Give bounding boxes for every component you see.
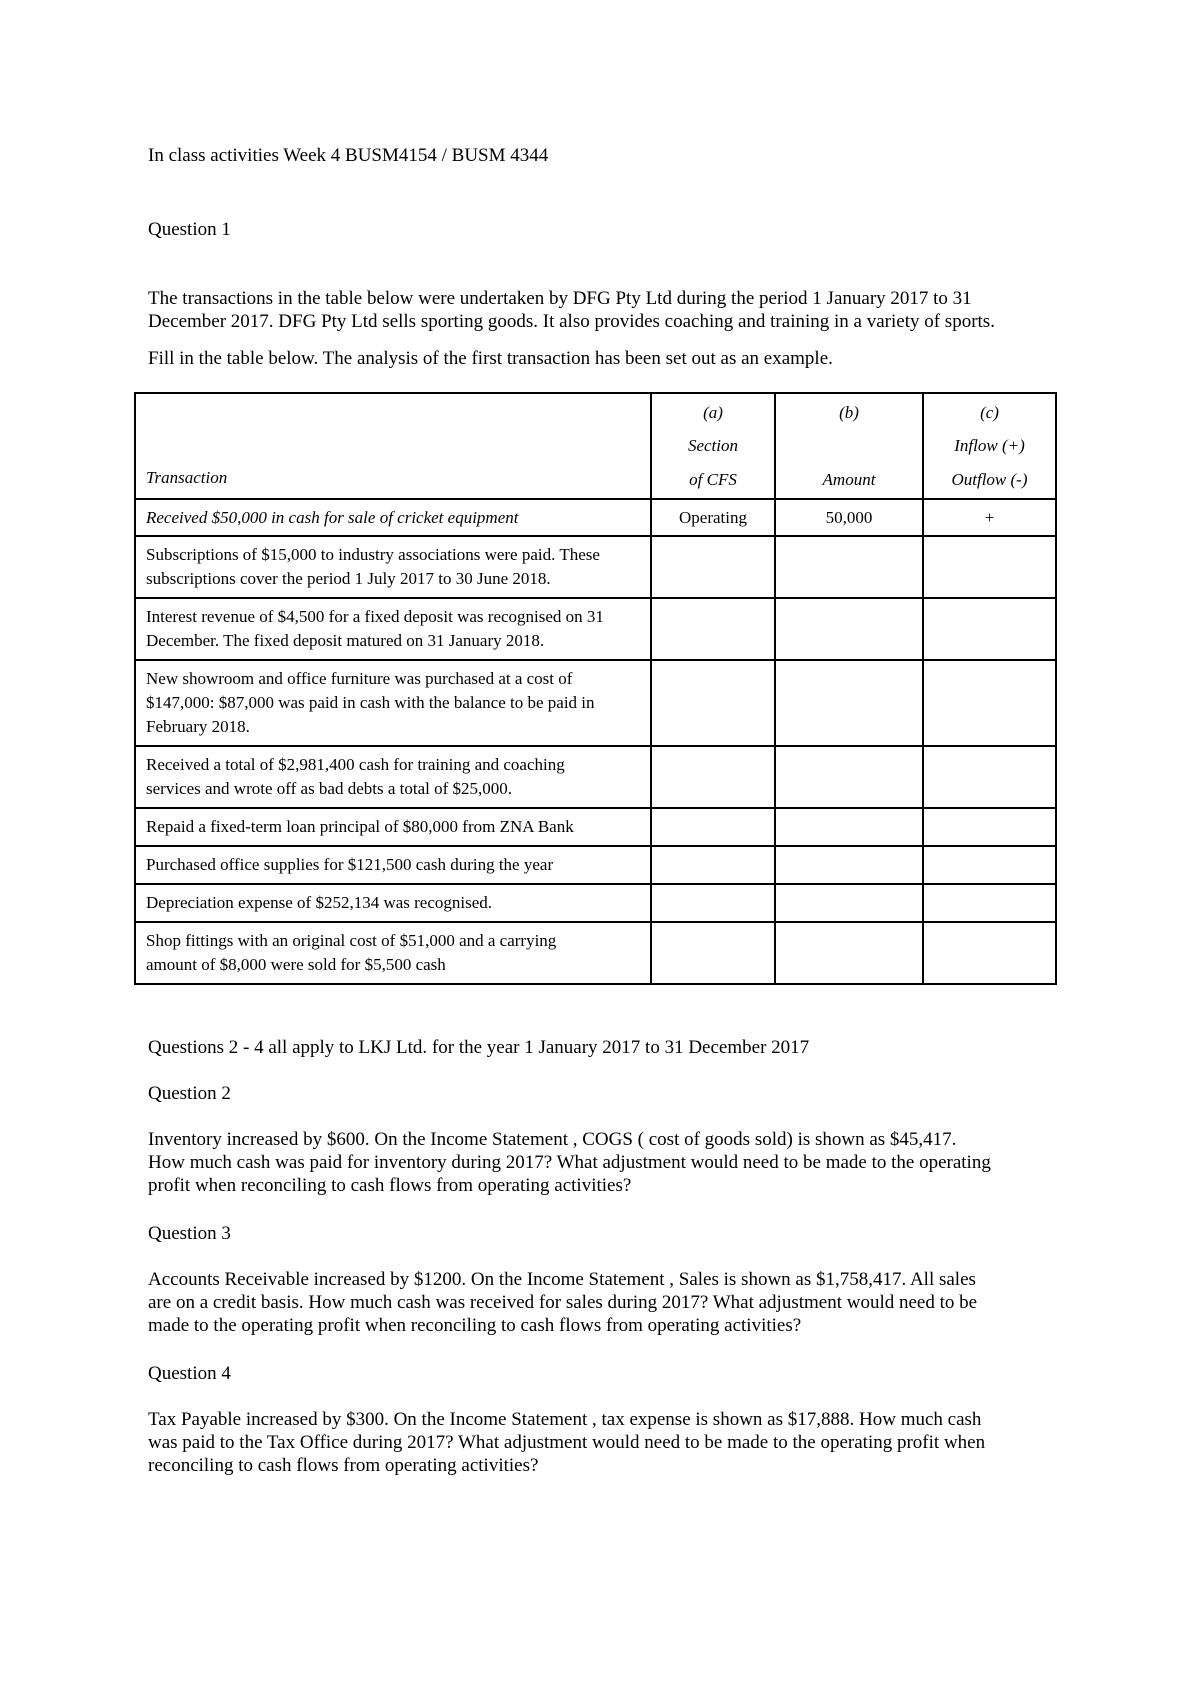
header-section-of-cfs: (a) Section of CFS [651,393,775,499]
example-section: Operating [651,499,775,536]
table-row [135,598,1056,660]
table-row [135,660,1056,746]
amount-answer-cell[interactable] [775,884,923,922]
section-answer-cell[interactable] [651,536,775,598]
amount-answer-cell[interactable] [775,922,923,984]
section-answer-cell[interactable] [651,746,775,808]
transaction-cell: Interest revenue of $4,500 for a fixed deposit was recognised on 31 December. The fixed deposit matured on 31 January 2018. [135,598,651,660]
header-inflow-outflow: (c) Inflow (+) Outflow (-) [923,393,1056,499]
amount-answer-cell[interactable] [775,846,923,884]
amount-answer-cell[interactable] [775,536,923,598]
header-amount: (b) Amount [775,393,923,499]
flow-answer-cell[interactable] [923,922,1056,984]
intro-line: December 2017. DFG Pty Ltd sells sporting goods. It also provides coaching and training in a variety of sports. [148,311,995,332]
cash-flow-table [134,392,1057,985]
table-row-example [135,499,1056,536]
transaction-cell: New showroom and office furniture was purchased at a cost of $147,000: $87,000 was paid in cash with the balance to be paid in February 2018. [135,660,651,746]
table-row [135,808,1056,846]
transaction-cell: Repaid a fixed-term loan principal of $80,000 from ZNA Bank [135,808,651,846]
amount-answer-cell[interactable] [775,598,923,660]
flow-answer-cell[interactable] [923,660,1056,746]
question-1-intro [148,287,1063,333]
flow-answer-cell[interactable] [923,598,1056,660]
transaction-cell: Shop fittings with an original cost of $51,000 and a carrying amount of $8,000 were sold for $5,500 cash [135,922,651,984]
header-transaction: Transaction [135,393,651,499]
table-row [135,922,1056,984]
question-1-heading: Question 1 [148,219,231,240]
question-3-text: Accounts Receivable increased by $1200. On the Income Statement , Sales is shown as $1,758,417. All sales are on a credit basis. How much cash was received for sales during 2017? What adjustment would need to be made to the operating profit when reconciling to cash flows from operating activities? [148,1269,978,1336]
flow-answer-cell[interactable] [923,536,1056,598]
flow-answer-cell[interactable] [923,808,1056,846]
transaction-cell: Depreciation expense of $252,134 was recognised. [135,884,651,922]
transaction-cell: Received a total of $2,981,400 cash for training and coaching services and wrote off as bad debts a total of $25,000. [135,746,651,808]
table-header-row [135,393,1056,499]
questions-intro: Questions 2 - 4 all apply to LKJ Ltd. for the year 1 January 2017 to 31 December 2017 [148,1037,810,1058]
transaction-cell: Purchased office supplies for $121,500 cash during the year [135,846,651,884]
document-header: In class activities Week 4 BUSM4154 / BUSM 4344 [148,145,549,166]
amount-answer-cell[interactable] [775,660,923,746]
section-answer-cell[interactable] [651,660,775,746]
section-answer-cell[interactable] [651,598,775,660]
question-2-text: Inventory increased by $600. On the Income Statement , COGS ( cost of goods sold) is shown as $45,417. How much cash was paid for inventory during 2017? What adjustment would need to be made to the operating profit when reconciling to cash flows from operating activities? [148,1129,991,1196]
section-answer-cell[interactable] [651,884,775,922]
example-amount: 50,000 [775,499,923,536]
question-4-heading: Question 4 [148,1363,231,1384]
question-1-instruction: Fill in the table below. The analysis of the first transaction has been set out as an example. [148,348,833,369]
table-row [135,846,1056,884]
transaction-cell: Subscriptions of $15,000 to industry associations were paid. These subscriptions cover the period 1 July 2017 to 30 June 2018. [135,536,651,598]
example-flow: + [923,499,1056,536]
table-row [135,884,1056,922]
section-answer-cell[interactable] [651,922,775,984]
question-4-text: Tax Payable increased by $300. On the Income Statement , tax expense is shown as $17,888. How much cash was paid to the Tax Office during 2017? What adjustment would need to be made to the operating profit when reconciling to cash flows from operating activities? [148,1409,986,1476]
flow-answer-cell[interactable] [923,846,1056,884]
flow-answer-cell[interactable] [923,746,1056,808]
table-row [135,536,1056,598]
amount-answer-cell[interactable] [775,808,923,846]
question-2-heading: Question 2 [148,1083,231,1104]
amount-answer-cell[interactable] [775,746,923,808]
section-answer-cell[interactable] [651,808,775,846]
section-answer-cell[interactable] [651,846,775,884]
flow-answer-cell[interactable] [923,884,1056,922]
question-3-heading: Question 3 [148,1223,231,1244]
table-row [135,746,1056,808]
example-transaction: Received $50,000 in cash for sale of cricket equipment [135,499,651,536]
intro-line: The transactions in the table below were undertaken by DFG Pty Ltd during the period 1 January 2017 to 31 [148,288,972,309]
